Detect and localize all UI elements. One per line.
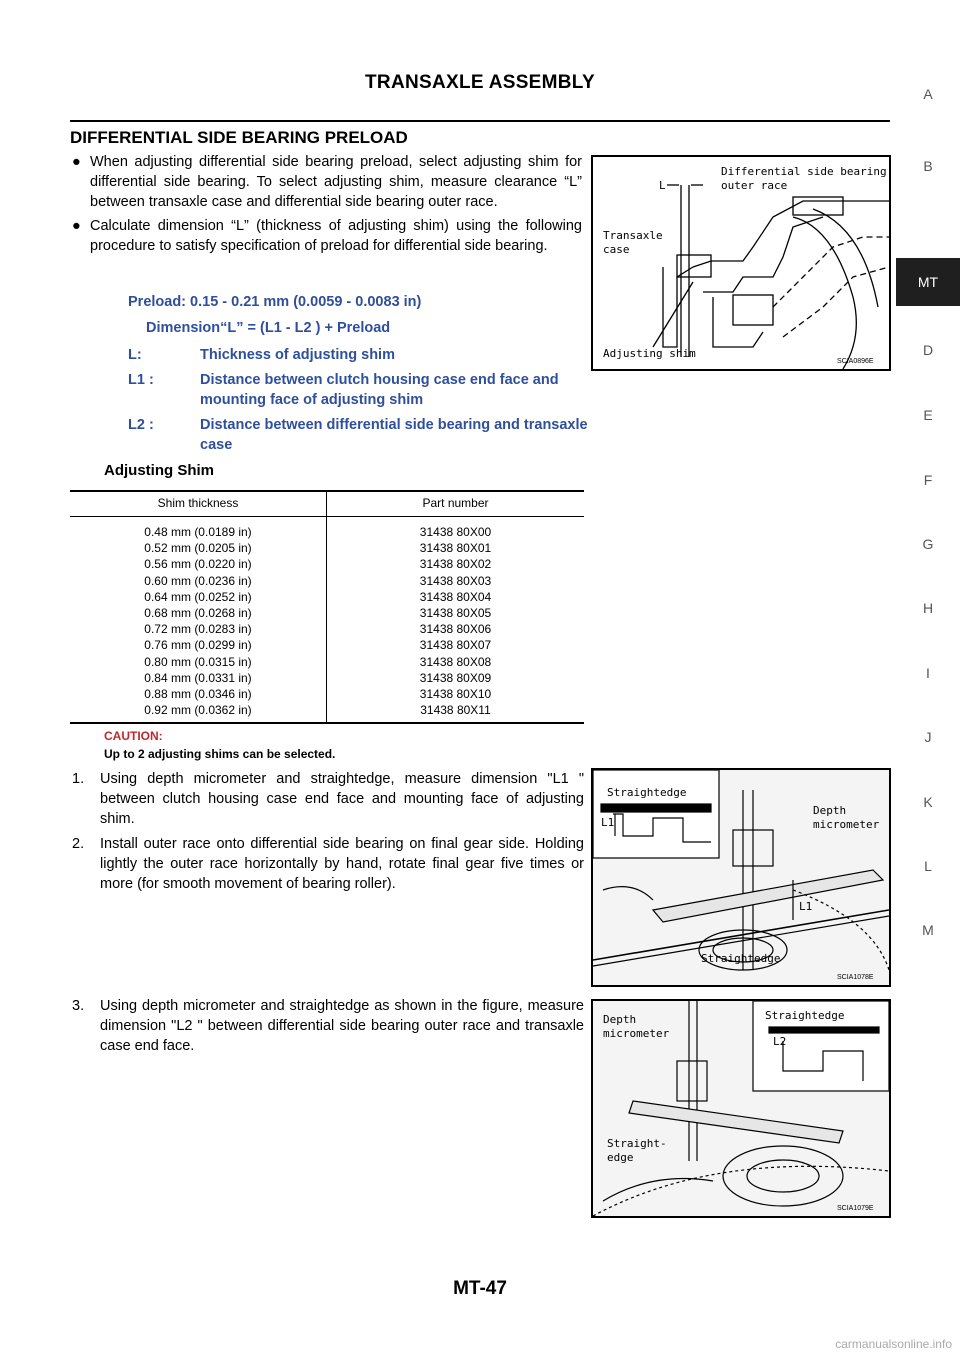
table-cell-part-number: 31438 80X07 (419, 638, 492, 653)
figure-label: edge (607, 1151, 634, 1164)
figure-label: Transaxle (603, 229, 663, 242)
table-title: Adjusting Shim (104, 462, 214, 479)
table-cell-thickness: 0.72 mm (0.0283 in) (144, 622, 252, 637)
figure-code: SCIA0896E (837, 358, 874, 365)
step-number: 1. (72, 771, 85, 787)
step-number: 2. (72, 836, 85, 852)
figure-measure-l1 (591, 768, 891, 987)
figure-label: case (603, 243, 630, 256)
figure-label: Differential side bearing (721, 165, 887, 178)
figure-label: L1 (601, 816, 615, 829)
figure-label: L2 (773, 1035, 787, 1048)
formula: Dimension“L” = (L1 - L2 ) + Preload (146, 320, 391, 336)
table-cell-part-number: 31438 80X09 (419, 670, 492, 685)
tab-h[interactable]: H (922, 600, 934, 616)
definition-value: Thickness of adjusting shim (200, 347, 395, 363)
figure-label: outer race (721, 179, 788, 192)
shim-table (70, 490, 584, 724)
watermark: carmanualsonline.info (835, 1337, 952, 1351)
tab-l[interactable]: L (924, 858, 932, 874)
measure-l2-illustration (593, 1001, 889, 1216)
tab-i[interactable]: I (926, 665, 930, 681)
table-cell-thickness: 0.84 mm (0.0331 in) (144, 670, 252, 685)
tab-f[interactable]: F (923, 472, 933, 488)
page-title: TRANSAXLE ASSEMBLY (365, 72, 595, 93)
definition-key: L: (128, 347, 142, 363)
tab-mt[interactable]: MT (896, 258, 960, 306)
step-3 (72, 996, 584, 1056)
table-cell-thickness: 0.92 mm (0.0362 in) (144, 703, 252, 718)
figure-label: Straightedge (765, 1009, 845, 1022)
step-number: 3. (72, 998, 85, 1014)
figure-code: SCIA1079E (837, 1205, 874, 1212)
column-header-thickness: Shim thickness (70, 491, 327, 517)
section-heading: DIFFERENTIAL SIDE BEARING PRELOAD (70, 128, 408, 147)
table-cell-thickness: 0.64 mm (0.0252 in) (144, 589, 252, 604)
figure-label: Depth (813, 804, 847, 817)
table-cell-thickness: 0.68 mm (0.0268 in) (144, 606, 252, 621)
step-text: Using depth micrometer and straightedge as shown in the figure, measure dimension "L2 " between differential side bearing outer race and transaxle case end face. (100, 998, 584, 1054)
figure-label: Straightedge (701, 952, 781, 965)
tab-k[interactable]: K (923, 794, 933, 810)
figure-label: L1 (799, 900, 813, 913)
tab-m[interactable]: M (922, 922, 934, 938)
caution-label: CAUTION: (104, 729, 163, 743)
preload-spec: Preload: 0.15 - 0.21 mm (0.0059 - 0.0083 in) (128, 294, 422, 310)
title-rule (70, 120, 890, 122)
tab-b[interactable]: B (923, 158, 933, 174)
column-header-part-number: Part number (327, 491, 585, 517)
figure-label: micrometer (813, 818, 880, 831)
definition-key: L1 : (128, 372, 154, 388)
figure-label: L (659, 179, 666, 192)
table-cell-part-number: 31438 80X05 (419, 606, 492, 621)
table-header-row (70, 491, 584, 517)
bullet-item (72, 152, 582, 212)
table-cell-part-number: 31438 80X03 (419, 573, 492, 588)
table-cell-thickness: 0.76 mm (0.0299 in) (144, 638, 252, 653)
figure-label: Straightedge (607, 786, 687, 799)
bullet-item (72, 216, 582, 256)
table-cell-part-number: 31438 80X02 (419, 557, 492, 572)
definition-value: Distance between differential side bearing and transaxle case (200, 417, 588, 453)
step-2 (72, 834, 584, 894)
table-cell-thickness: 0.88 mm (0.0346 in) (144, 687, 252, 702)
measure-l1-illustration (593, 770, 889, 985)
bullet-icon: ● (72, 154, 81, 170)
tab-d[interactable]: D (922, 342, 934, 358)
table-cell-part-number: 31438 80X01 (419, 541, 492, 556)
table-cell-thickness: 0.56 mm (0.0220 in) (144, 557, 252, 572)
step-text: Using depth micrometer and straightedge, measure dimension "L1 " between clutch housing case end face and mounting face of adjusting shim. (100, 771, 584, 827)
tab-g[interactable]: G (922, 536, 934, 552)
bullet-list (72, 152, 582, 260)
figure-label: Adjusting shim (603, 347, 696, 360)
table-row (70, 517, 584, 724)
step-text: Install outer race onto differential side bearing on final gear side. Holding lightly the outer race horizontally by hand, rotate final gear five times or more (for smooth movement of bearing roller). (100, 836, 584, 892)
bullet-text: Calculate dimension “L” (thickness of adjusting shim) using the following procedure to satisfy specification of preload for differential side bearing. (90, 218, 582, 254)
table-cell-thickness: 0.48 mm (0.0189 in) (144, 525, 252, 539)
figure-label: Depth (603, 1013, 637, 1026)
table-cell-part-number: 31438 80X11 (420, 703, 491, 718)
table-cell-part-number: 31438 80X10 (419, 687, 492, 702)
definition-value: Distance between clutch housing case end face and mounting face of adjusting shim (200, 372, 559, 408)
differential-bearing-illustration (593, 157, 889, 369)
table-cell-part-number: 31438 80X04 (419, 589, 492, 604)
tab-j[interactable]: J (924, 729, 932, 745)
tab-e[interactable]: E (923, 407, 933, 423)
figure-differential-bearing (591, 155, 891, 371)
table-cell-part-number: 31438 80X08 (419, 654, 492, 669)
figure-code: SCIA1078E (837, 974, 874, 981)
step-1 (72, 769, 584, 829)
part-number-column (327, 517, 585, 724)
tab-a[interactable]: A (923, 86, 933, 102)
figure-label: micrometer (603, 1027, 670, 1040)
caution-text: Up to 2 adjusting shims can be selected. (104, 747, 336, 761)
definition-key: L2 : (128, 417, 154, 433)
bullet-text: When adjusting differential side bearing preload, select adjusting shim for differential side bearing. To select adjusting shim, measure clearance “L” between transaxle case and differential side bearing outer race. (90, 154, 582, 210)
table-cell-part-number: 31438 80X00 (419, 525, 492, 539)
table-cell-thickness: 0.60 mm (0.0236 in) (144, 573, 252, 588)
table-cell-part-number: 31438 80X06 (419, 622, 492, 637)
figure-measure-l2 (591, 999, 891, 1218)
table-cell-thickness: 0.52 mm (0.0205 in) (144, 541, 252, 556)
table-cell-thickness: 0.80 mm (0.0315 in) (144, 654, 252, 669)
page-number: MT-47 (453, 1278, 507, 1299)
thickness-column (70, 517, 327, 724)
figure-label: Straight- (607, 1137, 667, 1150)
bullet-icon: ● (72, 218, 81, 234)
